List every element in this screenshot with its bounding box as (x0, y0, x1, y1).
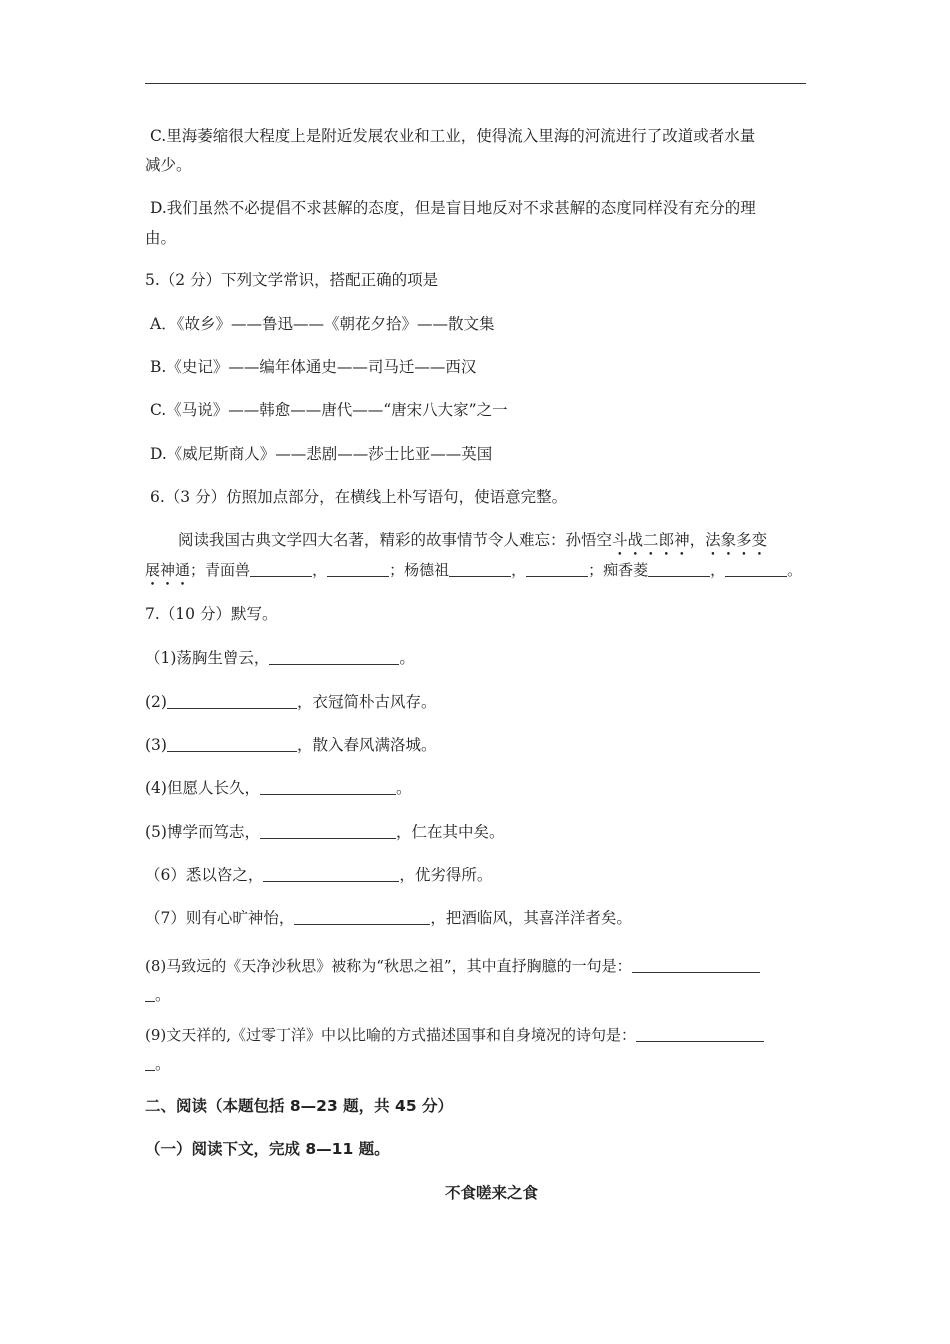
section-heading: 二、阅读（本题包括 8—23 题，共 45 分） (145, 1097, 454, 1115)
q6-stem: 6.（3 分）仿照加点部分，在横线上朴写语句，使语意完整。 (150, 488, 568, 506)
answer-blank[interactable] (145, 987, 155, 1002)
q5-option-c: C.《马说》——韩愈——唐代——“唐宋八大家”之一 (150, 401, 508, 419)
q7-text: (3) (145, 736, 167, 754)
dotted-char: 通 (175, 561, 191, 579)
dotted-char: 战 (627, 531, 644, 549)
q7-text: (8)马致远的《天净沙秋思》被称为“秋思之祖”，其中直抒胸臆的一句是： (145, 957, 632, 975)
q7-text: （7）则有心旷神怡， (145, 909, 295, 927)
dotted-char: 变 (751, 531, 768, 549)
dotted-char: 神 (674, 531, 690, 549)
dotted-char: 法 (705, 531, 721, 549)
q7-text: 。 (155, 986, 171, 1004)
answer-blank[interactable] (260, 824, 396, 839)
dotted-char: 斗 (612, 531, 628, 549)
dotted-char: 多 (736, 531, 752, 549)
header-rule (145, 83, 806, 84)
answer-blank[interactable] (263, 867, 399, 882)
q4-option-d-line1: D.我们虽然不必提倡不求甚解的态度，但是盲目地反对不求甚解的态度同样没有充分的理 (150, 199, 756, 217)
q7-stem: 7.（10 分）默写。 (145, 605, 278, 623)
q7-item-5 (145, 822, 504, 842)
answer-blank[interactable] (636, 1027, 764, 1042)
q6-paragraph-line2 (145, 560, 802, 580)
q7-text: (9)文天祥的,《过零丁洋》中以比喻的方式描述国事和自身境况的诗句是： (145, 1026, 637, 1044)
q6-comma: ， (312, 561, 328, 579)
q7-text: (2) (145, 693, 167, 711)
q7-text: （1)荡胸生曾云， (145, 649, 270, 667)
answer-blank[interactable] (260, 780, 396, 795)
q4-option-c-line2: 减少。 (145, 156, 192, 174)
q5-option-d: D.《威尼斯商人》——悲剧——莎士比亚——英国 (150, 445, 493, 463)
q4-option-c-line1: C.里海萎缩很大程度上是附近发展农业和工业，使得流入里海的河流进行了改道或者水量 (150, 127, 756, 145)
q7-text: ，把酒临风，其喜洋洋者矣。 (430, 909, 632, 927)
q7-text: 。 (155, 1055, 171, 1073)
answer-blank[interactable] (294, 910, 430, 925)
q6-period: 。 (787, 561, 803, 579)
q6-comma: ， (511, 561, 527, 579)
q6-text: ；杨德祖 (389, 561, 450, 579)
answer-blank[interactable] (269, 650, 399, 665)
q6-text: ；痴香菱 (588, 561, 649, 579)
q7-text: （6）悉以咨之， (145, 866, 264, 884)
dotted-char: 展 (145, 561, 161, 579)
q7-text: ，衣冠简朴古风存。 (296, 693, 437, 711)
q7-item-8 (145, 956, 760, 976)
q6-text: 阅读我国古典文学四大名著，精彩的故事情节令人难忘：孙悟空 (178, 531, 613, 549)
answer-blank[interactable] (526, 562, 588, 577)
q6-comma: ， (710, 561, 726, 579)
answer-blank[interactable] (167, 737, 297, 752)
q7-item-4 (145, 778, 411, 798)
dotted-char: 神 (160, 561, 176, 579)
q6-paragraph-line1 (178, 530, 767, 550)
q7-item-6 (145, 865, 492, 885)
dotted-char: 二 (643, 531, 659, 549)
q4-option-d-line2: 由。 (145, 229, 177, 247)
dotted-char: 象 (720, 531, 737, 549)
q7-item-8-end (145, 985, 171, 1005)
q7-text: ，仁在其中矣。 (395, 823, 505, 841)
q7-text: ，散入春风满洛城。 (296, 736, 437, 754)
q7-text: ，优劣得所。 (399, 866, 493, 884)
q7-text: (5)博学而笃志， (145, 823, 260, 841)
q7-item-3 (145, 735, 436, 755)
q5-option-a: A．《故乡》——鲁迅——《朝花夕拾》——散文集 (150, 315, 495, 333)
passage-title: 不食嗟来之食 (444, 1184, 538, 1202)
answer-blank[interactable] (449, 562, 511, 577)
q7-item-2 (145, 692, 436, 712)
q7-text: 。 (399, 649, 415, 667)
q6-text: ；青面兽 (190, 561, 251, 579)
q5-option-b: B.《史记》——编年体通史——司马迁——西汉 (150, 358, 477, 376)
answer-blank[interactable] (167, 694, 297, 709)
q7-text: 。 (395, 779, 412, 797)
q7-item-9-end (145, 1054, 171, 1074)
q7-item-7 (145, 908, 632, 928)
answer-blank[interactable] (250, 562, 312, 577)
q5-stem: 5.（2 分）下列文学常识，搭配正确的项是 (145, 271, 439, 289)
answer-blank[interactable] (145, 1056, 155, 1071)
subsection-heading: （一）阅读下文，完成 8—11 题。 (145, 1140, 390, 1158)
answer-blank[interactable] (648, 562, 710, 577)
q7-item-1 (145, 648, 415, 668)
q6-separator: ， (689, 531, 706, 549)
dotted-char: 郎 (658, 531, 675, 549)
q7-text: (4)但愿人长久， (145, 779, 260, 797)
answer-blank[interactable] (632, 958, 760, 973)
q7-item-9 (145, 1025, 764, 1045)
answer-blank[interactable] (725, 562, 787, 577)
answer-blank[interactable] (327, 562, 389, 577)
